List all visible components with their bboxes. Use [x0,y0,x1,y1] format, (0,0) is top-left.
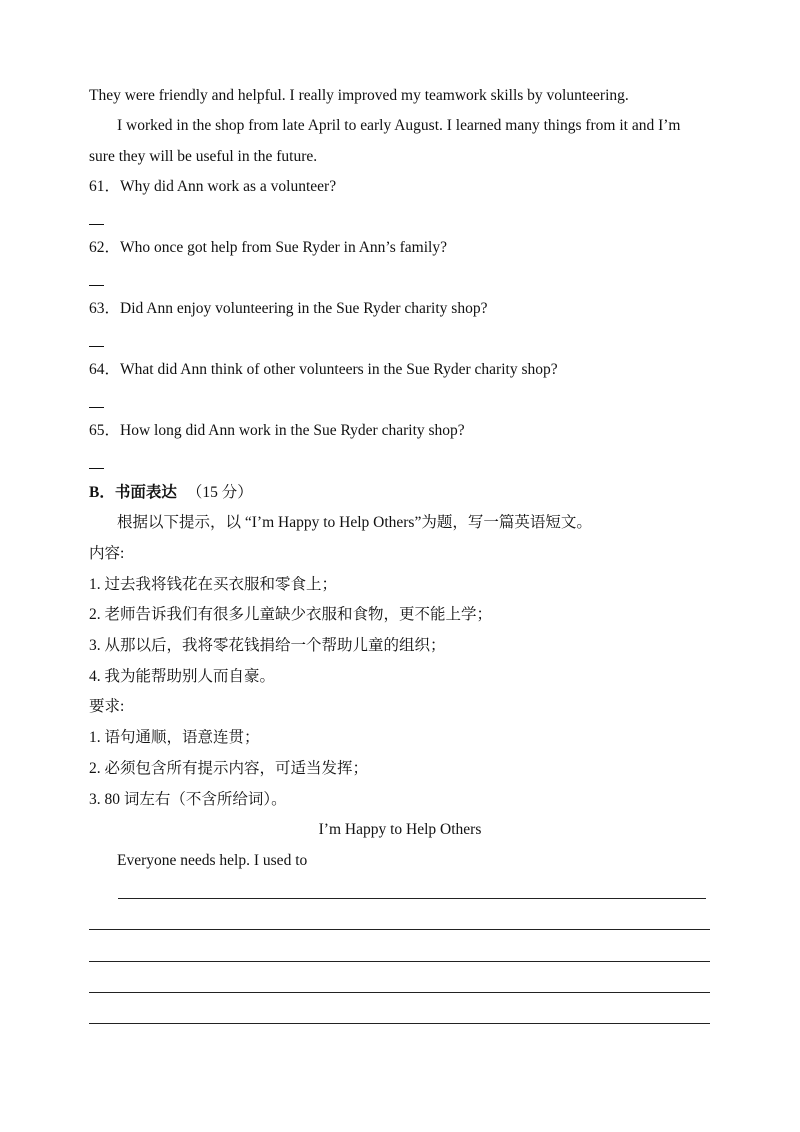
content-item: 4. 我为能帮助别人而自豪。 [89,668,276,685]
content-item: 3. 从那以后，我将零花钱捐给一个帮助儿童的组织； [89,637,446,654]
passage-line-3: sure they will be useful in the future. [89,148,318,165]
answer-blank-64[interactable] [89,407,104,408]
content-label: 内容: [89,545,125,562]
section-score: （15 分） [186,484,253,501]
question-62 [89,238,447,258]
passage-line-1: They were friendly and helpful. I really improved my teamwork skills by volunteering. [89,87,629,104]
content-item: 1. 过去我将钱花在买衣服和零食上； [89,576,338,593]
question-61 [89,177,336,197]
question-text: Why did Ann work as a volunteer? [120,178,337,195]
question-number: 61． [89,178,121,195]
question-text: How long did Ann work in the Sue Ryder charity shop? [120,422,465,439]
requirements-label: 要求: [89,698,125,715]
writing-line-5[interactable] [89,1023,710,1024]
essay-start: Everyone needs help. I used to [117,852,308,869]
writing-line-3[interactable] [89,961,710,962]
writing-line-4[interactable] [89,992,710,993]
content-item: 2. 老师告诉我们有很多儿童缺少衣服和食物，更不能上学； [89,606,493,623]
requirement-item: 2. 必须包含所有提示内容，可适当发挥； [89,760,369,777]
question-text: What did Ann think of other volunteers in the Sue Ryder charity shop? [120,361,558,378]
section-title: B．书面表达 [89,484,177,501]
question-number: 65． [89,422,121,439]
answer-blank-65[interactable] [89,468,104,469]
question-number: 62． [89,239,121,256]
question-63 [89,299,487,319]
requirement-item: 1. 语句通顺，语意连贯； [89,729,260,746]
question-64 [89,360,558,380]
answer-blank-61[interactable] [89,224,104,225]
requirement-item: 3. 80 词左右（不含所给词）。 [89,791,287,808]
question-text: Who once got help from Sue Ryder in Ann’s family? [120,239,447,256]
section-heading [89,483,253,503]
question-65 [89,421,465,441]
writing-line-1[interactable] [118,898,706,899]
writing-line-2[interactable] [89,929,710,930]
writing-instruction: 根据以下提示，以 “I’m Happy to Help Others”为题，写一篇英语短文。 [117,514,592,531]
essay-title: I’m Happy to Help Others [318,821,482,838]
question-number: 64． [89,361,121,378]
passage-line-2: I worked in the shop from late April to early August. I learned many things from it and I’m [117,117,681,134]
answer-blank-62[interactable] [89,285,104,286]
question-number: 63． [89,300,121,317]
question-text: Did Ann enjoy volunteering in the Sue Ryder charity shop? [120,300,488,317]
answer-blank-63[interactable] [89,346,104,347]
